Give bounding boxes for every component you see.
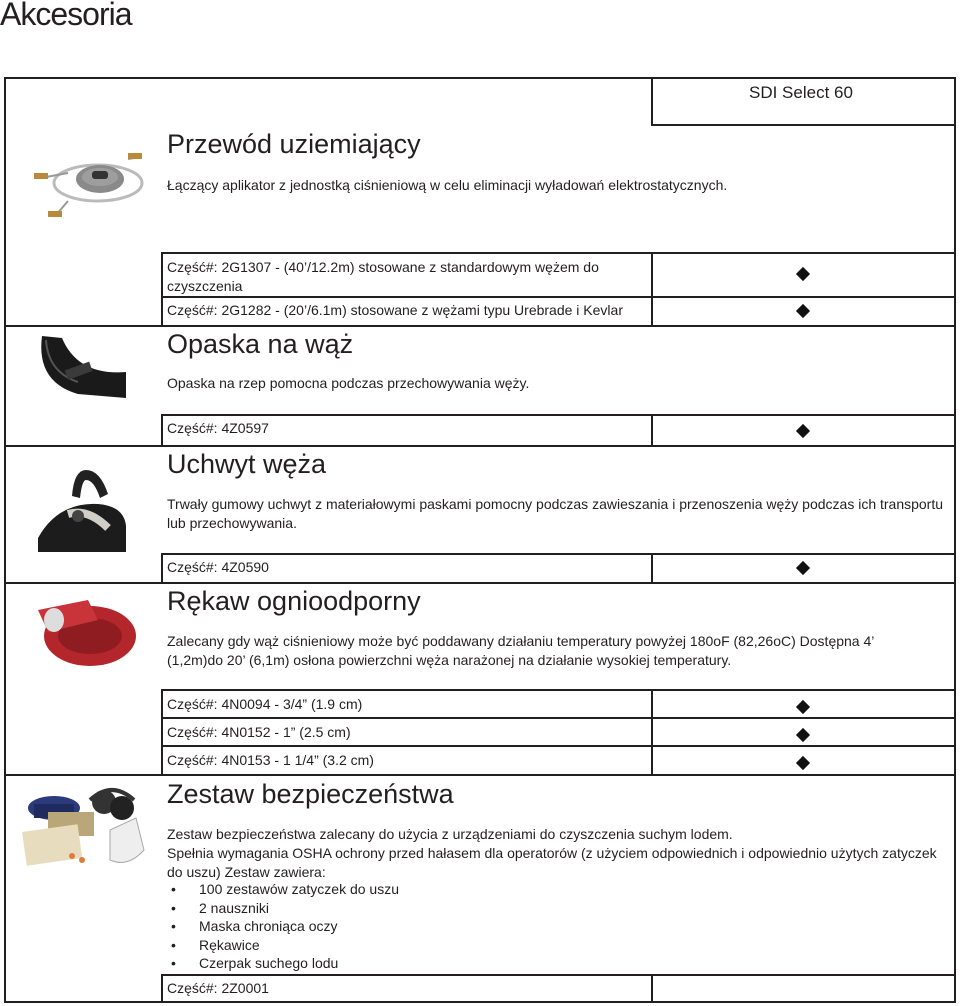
hose-handle-image bbox=[38, 468, 128, 552]
product-description-hose-strap: Opaska na rzep pomocna podczas przechowywania węży. bbox=[167, 375, 530, 391]
list-item: • 2 nauszniki bbox=[167, 899, 399, 918]
list-item: • 100 zestawów zatyczek do uszu bbox=[167, 880, 399, 899]
product-title-safety-kit: Zestaw bezpieczeństwa bbox=[167, 779, 454, 809]
product-title-grounding-cable: Przewód uziemiający bbox=[167, 129, 421, 159]
grounding-cable-image bbox=[28, 145, 148, 225]
kit-contents-list bbox=[167, 880, 399, 973]
list-item: • Maska chroniąca oczy bbox=[167, 917, 399, 936]
product-title-fire-sleeve: Rękaw ognioodporny bbox=[167, 586, 421, 616]
safety-kit-image bbox=[18, 786, 148, 876]
part-number: Część#: 4N0094 - 3/4” (1.9 cm) bbox=[167, 696, 363, 712]
product-title-hose-handle: Uchwyt węża bbox=[167, 449, 327, 479]
product-description-safety-kit: Zestaw bezpieczeństwa zalecany do użycia z urządzeniami do czyszczenia suchym lodem. bbox=[167, 826, 733, 842]
fire-sleeve-image bbox=[28, 590, 138, 670]
page-title: Akcesoria bbox=[0, 0, 132, 32]
list-item: • Czerpak suchego lodu bbox=[167, 954, 399, 973]
part-number: Część#: 2G1282 - (20’/6.1m) stosowane z wężami typu Urebrade i Kevlar bbox=[167, 302, 623, 318]
part-number: Część#: 2Z0001 bbox=[167, 980, 269, 996]
product-description-safety-kit-osha: Spełnia wymagania OSHA ochrony przed hałasem dla operatorów (z użyciem odpowiednich i odpowiednio użytych zatyczek do uszu) Zestaw zawiera: bbox=[167, 845, 937, 880]
part-number: Część#: 4Z0597 bbox=[167, 420, 269, 436]
part-number: Część#: 4Z0590 bbox=[167, 559, 269, 575]
product-title-hose-strap: Opaska na wąż bbox=[167, 329, 354, 359]
part-number: Część#: 4N0152 - 1” (2.5 cm) bbox=[167, 724, 351, 740]
product-description-hose-handle: Trwały gumowy uchwyt z materiałowymi paskami pomocny podczas zawieszania i przenoszenia węży podczas ich transportu lub przechowywania. bbox=[167, 496, 944, 531]
column-header: SDI Select 60 bbox=[749, 83, 853, 102]
hose-strap-image bbox=[38, 332, 128, 400]
list-item: • Rękawice bbox=[167, 936, 399, 955]
product-description-grounding-cable: Łączący aplikator z jednostką ciśnieniową w celu eliminacji wyładowań elektrostatycznych. bbox=[167, 177, 728, 193]
part-number: Część#: 2G1307 - (40’/12.2m) stosowane z standardowym wężem do czyszczenia bbox=[167, 259, 599, 294]
part-number: Część#: 4N0153 - 1 1/4” (3.2 cm) bbox=[167, 752, 374, 768]
product-description-fire-sleeve: Zalecany gdy wąż ciśnieniowy może być poddawany działaniu temperatury powyżej 180oF (82,26oC) Dostępna 4’ (1,2m)do 20’ (6,1m) osłona powierzchni węża narażonej na działanie wysokiej temperatury. bbox=[167, 633, 874, 668]
